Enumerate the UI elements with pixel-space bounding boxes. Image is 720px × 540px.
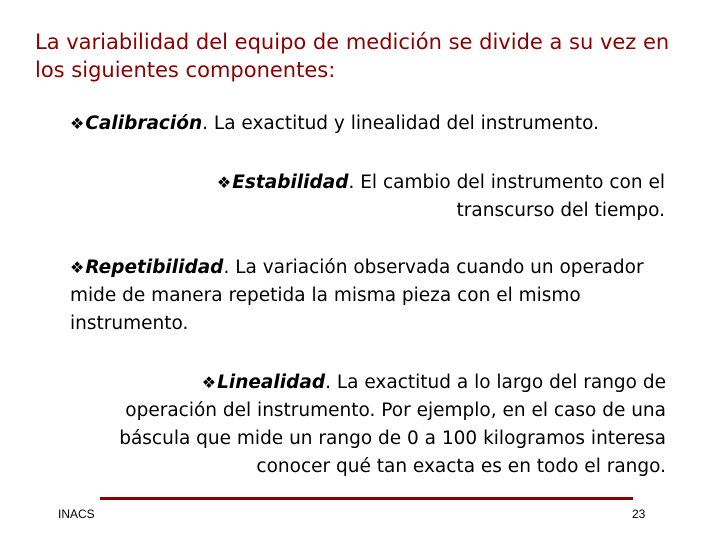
diamond-four-icon: ❖	[216, 173, 232, 192]
bullet-text: . La variación observada cuando un operador mide de manera repetida la misma pieza con el mismo instrumento.	[70, 257, 644, 334]
slide-title: La variabilidad del equipo de medición se divide a su vez en los siguientes componentes:	[35, 30, 670, 82]
bullet-text: . La exactitud y linealidad del instrumento.	[202, 113, 599, 134]
bullet-repetibilidad	[70, 254, 670, 338]
bullet-text: . La exactitud a lo largo del rango de operación del instrumento. Por ejemplo, en el caso de una báscula que mide un rango de 0 a 100 kilogramos interesa conocer qué tan exacta es en todo el rango.	[119, 372, 666, 477]
bullet-estabilidad	[200, 169, 665, 225]
footer-divider	[100, 497, 633, 500]
bullet-calibracion	[70, 110, 670, 138]
bullet-term: Linealidad	[217, 372, 326, 393]
footer-label: INACS	[58, 507, 95, 521]
bullet-term: Repetibilidad	[85, 257, 224, 278]
page-number: 23	[632, 507, 646, 521]
bullet-linealidad	[110, 369, 666, 481]
bullet-term: Calibración	[85, 113, 203, 134]
diamond-four-icon: ❖	[70, 258, 85, 277]
diamond-four-icon: ❖	[201, 373, 217, 392]
bullet-term: Estabilidad	[232, 172, 349, 193]
bullet-text: . El cambio del instrumento con el transcurso del tiempo.	[348, 172, 665, 221]
diamond-four-icon: ❖	[70, 114, 85, 133]
